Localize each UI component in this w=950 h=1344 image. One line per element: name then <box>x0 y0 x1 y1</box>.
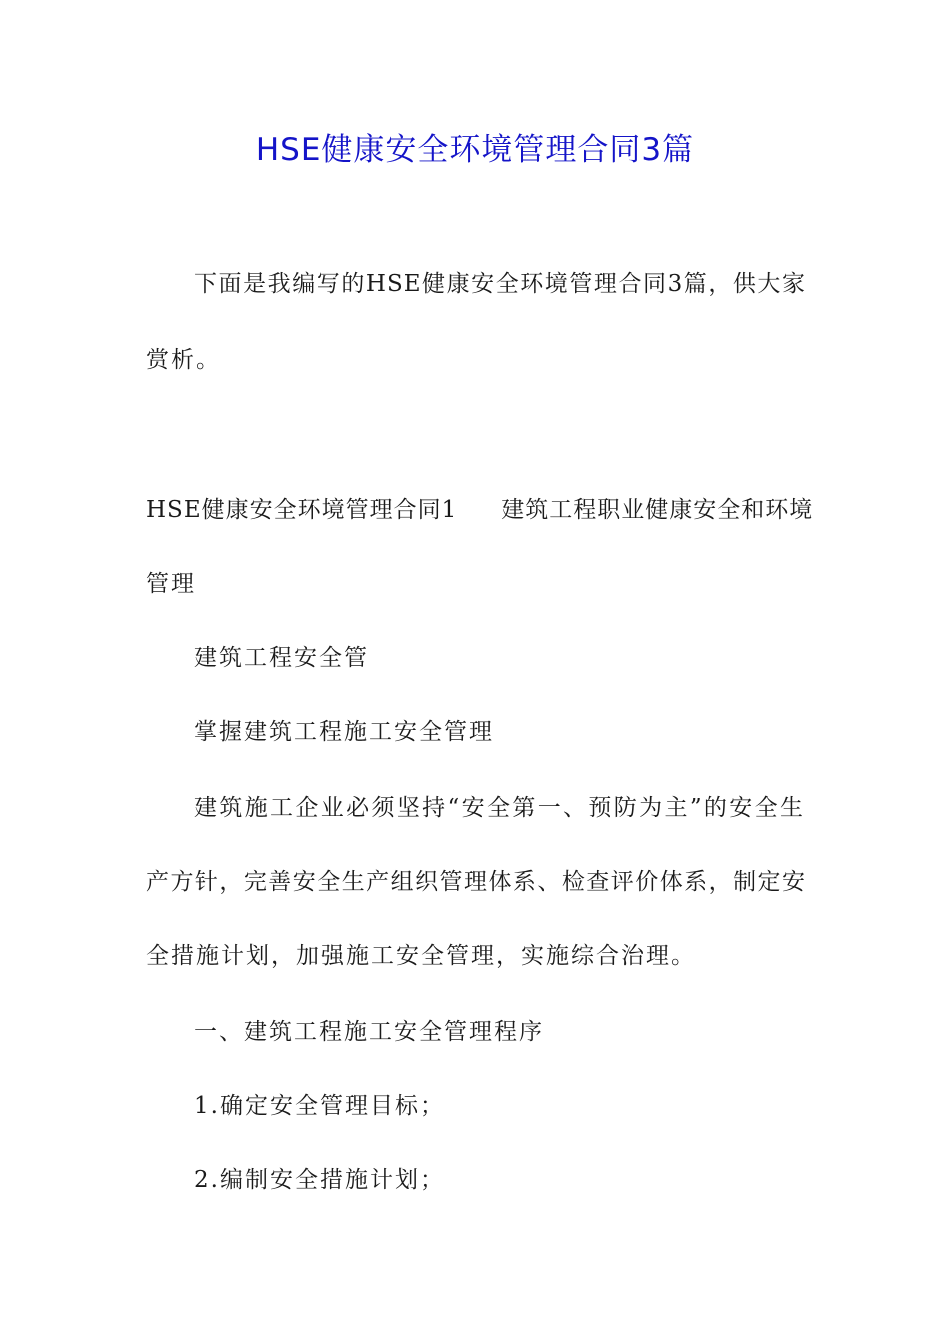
paragraph-2: 掌握建筑工程施工安全管理 <box>194 719 494 745</box>
section-heading-line-1 <box>146 494 816 526</box>
section-heading-part-1: HSE健康安全环境管理合同1 <box>146 497 458 523</box>
intro-line-1: 下面是我编写的HSE健康安全环境管理合同3篇，供大家 <box>194 271 806 297</box>
section-heading-part-2: 建筑工程职业健康安全和环境 <box>501 497 814 523</box>
paragraph-3-line-3: 全措施计划，加强施工安全管理，实施综合治理。 <box>146 943 696 969</box>
paragraph-1: 建筑工程安全管 <box>194 645 369 671</box>
section-heading-line-2: 管理 <box>146 571 196 597</box>
paragraph-3-line-1: 建筑施工企业必须坚持“安全第一、预防为主”的安全生 <box>194 795 804 821</box>
intro-line-2: 赏析。 <box>146 347 221 373</box>
paragraph-4: 一、建筑工程施工安全管理程序 <box>194 1019 544 1045</box>
paragraph-3-line-2: 产方针，完善安全生产组织管理体系、检查评价体系，制定安 <box>146 869 806 895</box>
list-item-2: 2.编制安全措施计划； <box>194 1167 445 1193</box>
document-title: HSE健康安全环境管理合同3篇 <box>255 132 695 168</box>
list-item-1: 1.确定安全管理目标； <box>194 1093 445 1119</box>
